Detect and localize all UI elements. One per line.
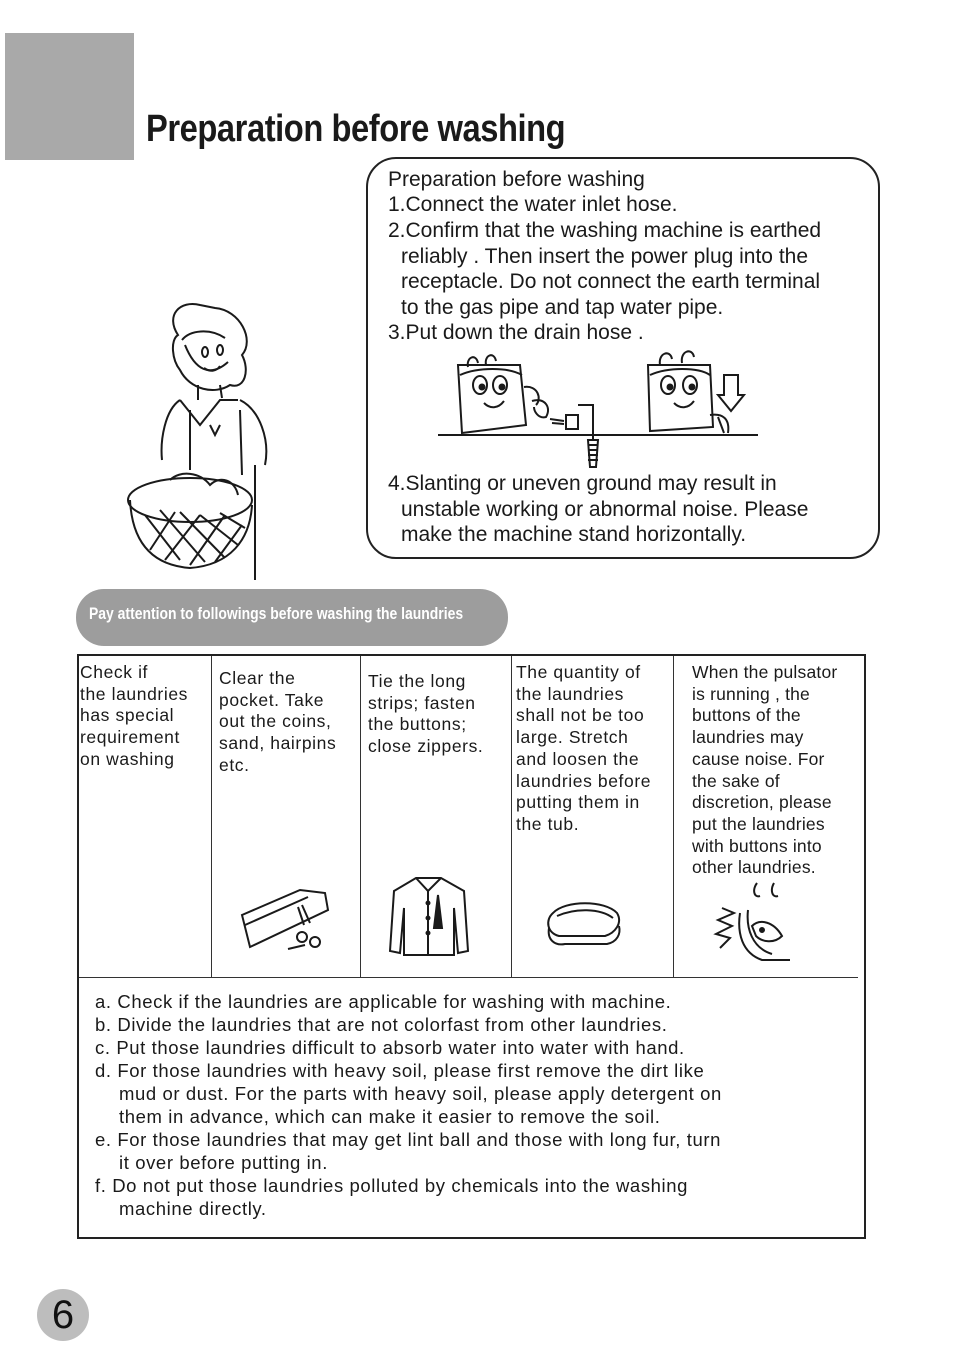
shirt-icon [386, 873, 471, 958]
column-clear-pocket [219, 668, 336, 777]
column-line: sand, hairpins [219, 733, 337, 754]
column-divider [211, 656, 212, 978]
step-4-line: unstable working or abnormal noise. Please [401, 497, 809, 521]
column-line: and loosen the [516, 748, 640, 769]
note-c: c. Put those laundries difficult to absorb water into water with hand. [95, 1037, 685, 1058]
column-line: put the laundries [692, 813, 825, 834]
column-line: The quantity of [516, 662, 641, 682]
step-2-line: to the gas pipe and tap water pipe. [401, 295, 724, 319]
column-line: Tie the long [368, 671, 466, 691]
washing-machines-illustration [438, 345, 763, 470]
column-line: discretion, please [692, 792, 832, 813]
column-divider [673, 656, 674, 978]
row-divider [79, 977, 858, 978]
step-4-line: 4.Slanting or uneven ground may result in [388, 472, 777, 495]
preparation-heading: Preparation before washing [388, 168, 645, 191]
note-d-continuation: them in advance, which can make it easier to remove the soil. [119, 1106, 661, 1127]
column-divider [360, 656, 361, 978]
step-4 [388, 471, 808, 548]
column-line: out the coins, [219, 711, 332, 732]
note-e: e. For those laundries that may get lint ball and those with long fur, turn [95, 1129, 722, 1150]
column-check-requirement [80, 662, 188, 771]
column-line: putting them in [516, 792, 640, 813]
step-2-line: reliably . Then insert the power plug into the [401, 244, 809, 268]
step-4-line: make the machine stand horizontally. [401, 523, 747, 546]
column-line: with buttons into [692, 835, 822, 856]
note-d-continuation: mud or dust. For the parts with heavy soil, please apply detergent on [119, 1083, 722, 1104]
column-line: on washing [80, 748, 175, 769]
note-d: d. For those laundries with heavy soil, please first remove the dirt like [95, 1060, 705, 1081]
column-line: requirement [80, 727, 180, 748]
column-quantity [516, 662, 651, 836]
column-tie-strips [368, 671, 483, 758]
step-1: 1.Connect the water inlet hose. [388, 193, 678, 216]
step-2-line: 2.Confirm that the washing machine is earthed [388, 219, 822, 242]
column-line: the laundries [516, 683, 625, 704]
column-line: the laundries [80, 683, 189, 704]
note-f-continuation: machine directly. [119, 1198, 267, 1219]
column-line: the sake of [692, 770, 780, 791]
column-line: strips; fasten [368, 692, 476, 713]
column-line: the tub. [516, 813, 580, 834]
note-b: b. Divide the laundries that are not colorfast from other laundries. [95, 1014, 668, 1035]
column-line: the buttons; [368, 714, 467, 735]
column-line: shall not be too [516, 705, 645, 726]
noisy-buttons-icon [712, 878, 794, 968]
column-line: has special [80, 705, 175, 726]
column-divider [511, 656, 512, 978]
column-pulsator-noise [692, 662, 837, 879]
column-line: etc. [219, 754, 250, 775]
note-f: f. Do not put those laundries polluted by chemicals into the washing [95, 1175, 689, 1196]
pocket-trousers-icon [240, 885, 335, 955]
column-line: laundries may [692, 727, 804, 748]
note-e-continuation: it over before putting in. [119, 1152, 328, 1173]
page-number: 6 [51, 1293, 75, 1337]
folded-laundry-icon [545, 898, 623, 948]
step-2-line: receptacle. Do not connect the earth terminal [401, 270, 821, 293]
attention-label: Pay attention to followings before washing the laundries [89, 604, 464, 623]
column-line: large. Stretch [516, 727, 629, 748]
column-line: Check if [80, 662, 149, 682]
column-line: is running , the [692, 683, 810, 704]
column-line: laundries before [516, 770, 652, 791]
page-title: Preparation before washing [146, 108, 566, 150]
woman-with-basket-illustration [120, 300, 290, 585]
washing-notes [95, 990, 722, 1220]
column-line: buttons of the [692, 705, 801, 726]
step-3: 3.Put down the drain hose . [388, 321, 644, 344]
column-line: close zippers. [368, 736, 484, 757]
header-gray-block [5, 33, 134, 160]
column-line: cause noise. For [692, 748, 825, 769]
step-2 [388, 218, 821, 320]
note-a: a. Check if the laundries are applicable for washing with machine. [95, 991, 672, 1012]
column-line: pocket. Take [219, 689, 325, 710]
column-line: other laundries. [692, 857, 816, 878]
column-line: When the pulsator [692, 662, 838, 682]
column-line: Clear the [219, 668, 296, 688]
